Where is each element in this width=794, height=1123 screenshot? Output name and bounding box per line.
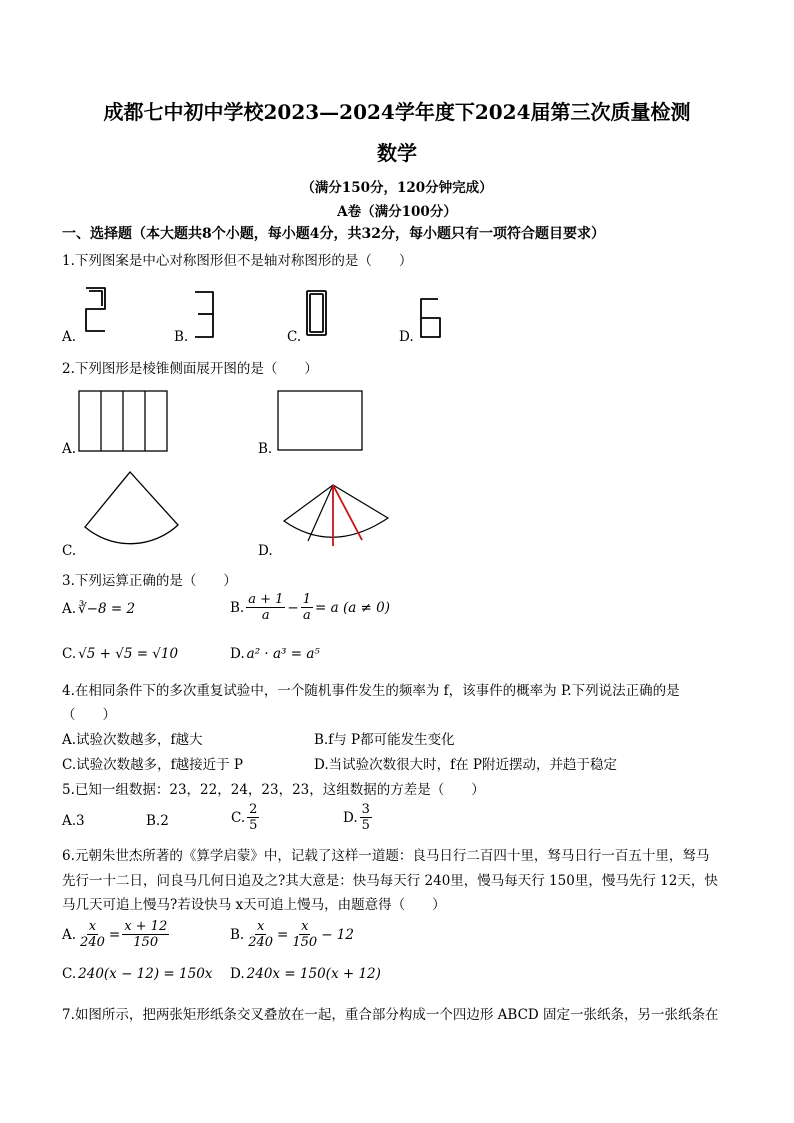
q2-option-a[interactable]: A.: [62, 441, 77, 457]
q3-option-c[interactable]: [62, 646, 178, 662]
q6-line-2: 先行一十二日，问良马几何日追及之?其大意是：快马每天行 240里，慢马每天行 150里，慢马先行 12天，快: [62, 873, 718, 889]
q1-option-b[interactable]: B.: [174, 329, 189, 345]
q1-option-d[interactable]: D.: [399, 329, 414, 345]
q6-a-fraction-1: $\frac{x}{240}$: [80, 919, 105, 950]
q6-line-3: 马几天可追上慢马?若设快马 x天可追上慢马，由题意得（ ）: [62, 897, 446, 913]
q3-option-a[interactable]: [62, 601, 135, 617]
q6-line-1: 6.元朝朱世杰所著的《算学启蒙》中，记载了这样一道题：良马日行二百四十里，驽马日行一百五十里，驽马: [62, 848, 710, 864]
q3-c-label: C.: [62, 646, 77, 662]
q2-option-b[interactable]: B.: [258, 441, 273, 457]
q6-option-d[interactable]: [230, 966, 381, 982]
q5-option-a[interactable]: A.3: [62, 813, 85, 829]
q1-stem: 1.下列图案是中心对称图形但不是轴对称图形的是（ ）: [62, 253, 413, 269]
q6-option-c[interactable]: [62, 966, 212, 982]
section-a-note: A卷（满分100分）: [337, 204, 457, 220]
q6-b-fraction-1: $\frac{x}{240}$: [248, 919, 274, 950]
q3-b-minus: −: [287, 599, 299, 616]
q6-a-fraction-2: $\frac{x + 12}{150}$: [124, 919, 168, 950]
q3-a-label: A.: [62, 601, 77, 617]
digit-0-figure: [307, 291, 326, 335]
q7-line-1: 7.如图所示，把两张矩形纸条交叉叠放在一起，重合部分构成一个四边形 ABCD 固定一张纸条，另一张纸条在: [62, 1007, 719, 1023]
q6-a-equals: =: [108, 926, 121, 943]
pyramid-fan-figure: [284, 485, 388, 546]
q3-option-b[interactable]: [230, 592, 390, 623]
q3-b-label: B.: [230, 599, 245, 616]
q2-net-figures: [0, 385, 794, 565]
q6-b-rest: − 12: [321, 926, 354, 943]
q4-stem: 4.在相同条件下的多次重复试验中，一个随机事件发生的频率为 f，该事件的概率为 P.下列说法正确的是: [62, 683, 680, 699]
q5-option-b[interactable]: B.2: [146, 813, 169, 829]
q3-b-rest: = a (a ≠ 0): [315, 599, 391, 616]
q3-d-label: D.: [230, 646, 245, 662]
q3-d-expr: a² · a³ = a⁵: [246, 646, 320, 662]
subject-title: 数学: [377, 141, 417, 165]
q2-option-c[interactable]: C.: [62, 543, 77, 559]
q4-stem-blank: （ ）: [62, 707, 116, 723]
q4-option-c[interactable]: C.试验次数越多，f越接近于 P: [62, 757, 244, 773]
q2-stem: 2.下列图形是棱锥侧面展开图的是（ ）: [62, 361, 318, 377]
section-heading: 一、选择题（本大题共8个小题，每小题4分，共32分，每小题只有一项符合题目要求）: [62, 226, 605, 242]
q4-option-b[interactable]: B.f与 P都可能发生变化: [314, 732, 455, 748]
q3-stem: 3.下列运算正确的是（ ）: [62, 573, 237, 589]
q6-d-label: D.: [230, 966, 245, 982]
q5-d-fraction: $\frac{3}{5}$: [361, 802, 370, 833]
q3-c-expr: √5 + √5 = √10: [78, 646, 179, 662]
q3-b-fraction-2: $\frac{1}{a}$: [302, 592, 311, 623]
q1-digit-figures: [0, 283, 794, 353]
q3-b-fraction-1: $\frac{a + 1}{a}$: [248, 592, 284, 623]
digit-6-figure: [421, 299, 440, 337]
q6-b-fraction-2: $\frac{x}{150}$: [292, 919, 318, 950]
digit-3-figure: [195, 292, 213, 337]
q5-option-c[interactable]: [231, 802, 259, 833]
q5-d-label: D.: [343, 809, 358, 826]
q5-option-d[interactable]: [343, 802, 372, 833]
q5-stem: 5.已知一组数据：23，22，24，23，23，这组数据的方差是（ ）: [62, 782, 485, 798]
q3-a-expr: ∛−8 = 2: [78, 601, 136, 617]
q6-option-a[interactable]: [62, 919, 169, 950]
digit-2-figure: [86, 288, 105, 331]
q6-a-label: A.: [62, 926, 77, 943]
q2-option-d[interactable]: D.: [258, 543, 273, 559]
q3-option-d[interactable]: [230, 646, 320, 662]
q6-b-label: B.: [230, 926, 245, 943]
q5-c-fraction: $\frac{2}{5}$: [249, 802, 258, 833]
q6-option-b[interactable]: [230, 919, 354, 950]
q1-option-c[interactable]: C.: [287, 329, 302, 345]
exam-title: 成都七中初中学校2023—2024学年度下2024届第三次质量检测: [103, 100, 691, 124]
four-rectangles-figure: [79, 391, 167, 451]
q6-c-label: C.: [62, 966, 77, 982]
q1-option-a[interactable]: A.: [62, 329, 77, 345]
single-rectangle-figure: [278, 391, 362, 450]
q6-b-equals: =: [277, 926, 289, 943]
q5-c-label: C.: [231, 809, 246, 826]
q6-c-expr: 240(x − 12) = 150x: [78, 966, 213, 982]
q4-option-a[interactable]: A.试验次数越多，f越大: [62, 732, 203, 748]
q4-option-d[interactable]: D.当试验次数很大时，f在 P附近摆动，并趋于稳定: [314, 757, 618, 773]
sector-figure: [85, 472, 178, 544]
score-note: （满分150分，120分钟完成）: [301, 180, 493, 196]
q6-d-expr: 240x = 150(x + 12): [246, 966, 381, 982]
